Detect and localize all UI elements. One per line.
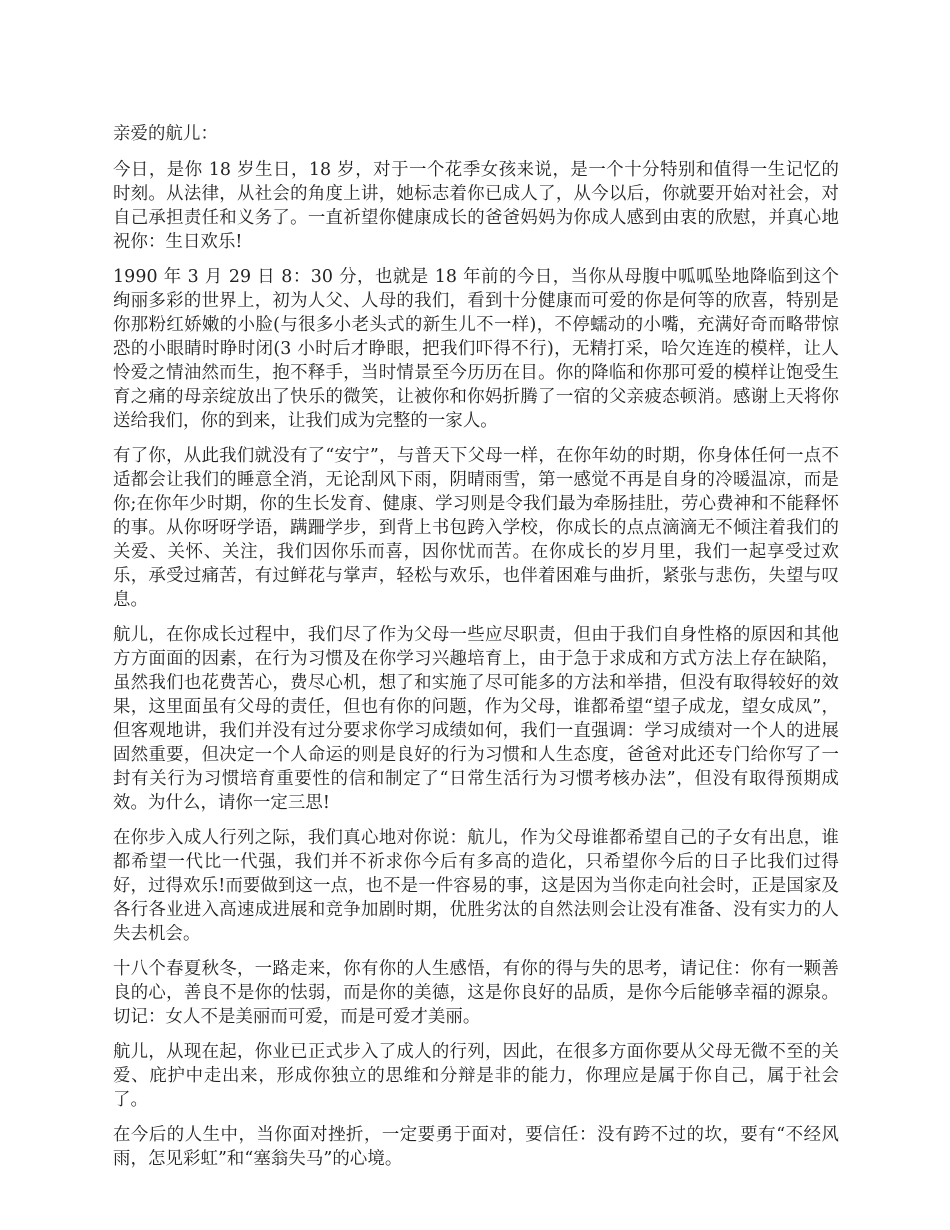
paragraph-adulthood-hopes: 在你步入成人行列之际，我们真心地对你说：航儿，作为父母谁都希望自己的子女有出息，谁都希望一代比一代强，我们并不祈求你今后有多高的造化，只希望你今后的日子比我们过得好，过得欢乐!而要做到这一点，也不是一件容易的事，这是因为当你走向社会时，正是国家及各行各业进入高速成进展和竞争加剧时期，优胜劣汰的自然法则会让没有准备、没有实力的人失去机会。 [113, 828, 839, 944]
paragraph-birthday-wishes: 今日，是你 18 岁生日，18 岁，对于一个花季女孩来说，是一个十分特别和值得一生记忆的时刻。从法律，从社会的角度上讲，她标志着你已成人了，从今以后，你就要开始对社会，对自己承担责任和义务了。一直祈望你健康成长的爸爸妈妈为你成人感到由衷的欣慰，并真心地祝你：生日欢乐! [113, 160, 839, 252]
paragraph-independence: 航儿，从现在起，你业已正式步入了成人的行列，因此，在很多方面你要从父母无微不至的关爱、庇护中走出来，形成你独立的思维和分辩是非的能力，你理应是属于你自己，属于社会了。 [113, 1042, 839, 1110]
paragraph-education-reflection: 航儿，在你成长过程中，我们尽了作为父母一些应尽职责，但由于我们自身性格的原因和其他方方面面的因素，在行为习惯及在你学习兴趣培育上，由于急于求成和方式方法上存在缺陷，虽然我们也花费苦心，费尽心机，想了和实施了尽可能多的方法和举措，但没有取得较好的效果，这里面虽有父母的责任，但也有你的问题，作为父母，谁都希望“望子成龙，望女成凤”，但客观地讲，我们并没有过分要求你学习成绩如何，我们一直强调：学习成绩对一个人的进展固然重要，但决定一个人命运的则是良好的行为习惯和人生态度，爸爸对此还专门给你写了一封有关行为习惯培育重要性的信和制定了“日常生活行为习惯考核办法”，但没有取得预期成效。为什么，请你一定三思! [113, 625, 839, 813]
letter-greeting: 亲爱的航儿： [113, 124, 218, 144]
paragraph-facing-setbacks: 在今后的人生中，当你面对挫折，一定要勇于面对，要信任：没有跨不过的坎，要有“不经风雨，怎见彩虹”和“塞翁失马”的心境。 [113, 1125, 839, 1169]
letter-body [113, 122, 839, 1182]
paragraph-kindness: 十八个春夏秋冬，一路走来，你有你的人生感悟，有你的得与失的思考，请记住：你有一颗善良的心，善良不是你的怯弱，而是你的美德，这是你良好的品质，是你今后能够幸福的源泉。切记：女人不是美丽而可爱，而是可爱才美丽。 [113, 959, 839, 1027]
paragraph-parenting-years: 有了你，从此我们就没有了“安宁”，与普天下父母一样，在你年幼的时期，你身体任何一点不适都会让我们的睡意全消，无论刮风下雨，阴晴雨雪，第一感觉不再是自身的冷暖温凉，而是你;在你年少时期，你的生长发育、健康、学习则是令我们最为牵肠挂肚，劳心费神和不能释怀的事。从你呀呀学语，蹒跚学步，到背上书包跨入学校，你成长的点点滴滴无不倾注着我们的关爱、关怀、关注，我们因你乐而喜，因你忧而苦。在你成长的岁月里，我们一起享受过欢乐，承受过痛苦，有过鲜花与掌声，轻松与欢乐，也伴着困难与曲折，紧张与悲伤，失望与叹息。 [113, 446, 839, 610]
paragraph-birth-memory: 1990 年 3 月 29 日 8：30 分，也就是 18 年前的今日，当你从母腹中呱呱坠地降临到这个绚丽多彩的世界上，初为人父、人母的我们，看到十分健康而可爱的你是何等的欣喜，特别是你那粉红娇嫩的小脸(与很多小老头式的新生儿不一样)，不停蠕动的小嘴，充满好奇而略带惊恐的小眼睛时睁时闭(3 小时后才睁眼，把我们吓得不行)，无精打采，哈欠连连的模样，让人怜爱之情油然而生，抱不释手，当时情景至今历历在目。你的降临和你那可爱的模样让饱受生育之痛的母亲绽放出了快乐的微笑，让被你和你妈折腾了一宿的父亲疲态顿消。感谢上天将你送给我们，你的到来，让我们成为完整的一家人。 [113, 267, 839, 431]
